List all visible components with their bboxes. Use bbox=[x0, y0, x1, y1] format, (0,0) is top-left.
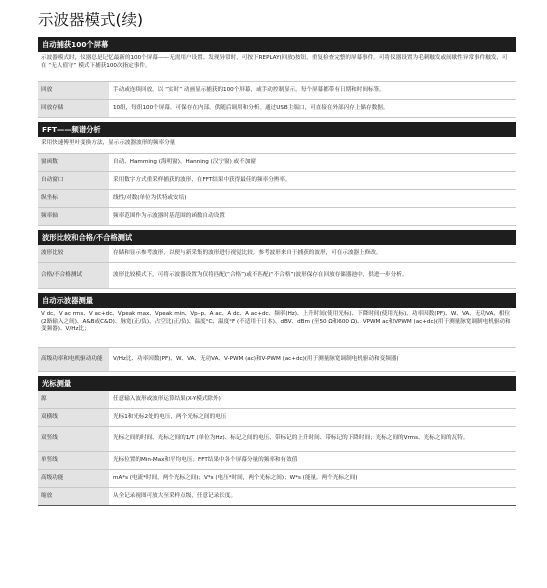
section-fft bbox=[38, 122, 516, 226]
row-value: 光标位置的Min-Max和平均电压；FFT结果中各个屏幕分量的频率和有效值 bbox=[109, 452, 516, 469]
table-row bbox=[38, 452, 516, 470]
row-label: 频率轴 bbox=[38, 208, 109, 225]
section-paragraph: 示波器模式时，仪器总是记忆最新的100个屏幕——无需用户设置。发现异常时，可按下REPLAY(回放)按钮，重复检查完整的屏幕事件。可将仪器设置为毛刺触发或间歇性异常事件触发，可在 “无人值守” 模式下捕获100次指定事件。 bbox=[38, 52, 516, 82]
row-value: 存储和显示参考波形，以便与新采集的波形进行视觉比较。参考波形来自于捕获的波形，可在示波器上修改。 bbox=[109, 245, 516, 262]
row-label: 高级功能 bbox=[38, 470, 109, 487]
row-label: 源 bbox=[38, 391, 109, 408]
table-row bbox=[38, 208, 516, 226]
table-row bbox=[38, 427, 516, 452]
spec-page bbox=[38, 0, 516, 506]
row-label: 缩放 bbox=[38, 488, 109, 505]
section-auto-measurements bbox=[38, 293, 516, 372]
table-row bbox=[38, 172, 516, 190]
page-title: 示波器模式(续) bbox=[38, 11, 144, 29]
row-label: 回放存储 bbox=[38, 100, 109, 117]
row-value: mA*s (电流*时间，两个光标之间)；V*s (电压*时间，两个光标之间)；W*s (能量，两个光标之间) bbox=[109, 470, 516, 487]
section-heading: 自动捕获100个屏幕 bbox=[38, 37, 516, 52]
row-value: 光标之间的时间、光标之间的1/T (单位为Hz)、标记之间的电压、带标记的上升时间、带标记的下降时间；光标之间的Vrms、光标之间的瓦特。 bbox=[109, 427, 516, 451]
row-value: 从全记录视图可放大至采样点级，任意记录长度。 bbox=[109, 488, 516, 505]
section-paragraph: 采用快速傅里叶变换方法，显示示波器波形的频率分量 bbox=[38, 137, 516, 154]
row-label: 单竖线 bbox=[38, 452, 109, 469]
row-value: 10组，每组100个屏幕，可保存在内部，供随后调用和分析。通过USB主端口，可直接在外部闪存上储存数据。 bbox=[109, 100, 516, 117]
row-label: 纵坐标 bbox=[38, 190, 109, 207]
row-value: 自动、Hamming (海明窗)、Hanning (汉宁窗) 或不加窗 bbox=[109, 154, 516, 171]
section-heading: 自动示波器测量 bbox=[38, 293, 516, 308]
table-row bbox=[38, 391, 516, 409]
table-row bbox=[38, 409, 516, 427]
row-label: 双竖线 bbox=[38, 427, 109, 451]
row-label: 自动窗口 bbox=[38, 172, 109, 189]
section-auto-capture bbox=[38, 37, 516, 118]
row-value: 光标1和光标2处的电压，两个光标之间的电压 bbox=[109, 409, 516, 426]
table-row bbox=[38, 263, 516, 289]
section-heading: FFT——频谱分析 bbox=[38, 122, 516, 137]
row-label: 窗函数 bbox=[38, 154, 109, 171]
row-value: 波形比较模式下，可将示波器设置为仅将匹配(“合格”)或不匹配(“不合格”)波形保存在回放存储器池中，供进一步分析。 bbox=[109, 263, 516, 288]
row-value: 线性/对数(单位为伏特或安培) bbox=[109, 190, 516, 207]
section-heading: 波形比较和合格/不合格测试 bbox=[38, 230, 516, 245]
row-label: 波形比较 bbox=[38, 245, 109, 262]
row-value: 采用数字方式重采样捕获的波形，在FFT结果中获得最佳的频率分辨率。 bbox=[109, 172, 516, 189]
section-paragraph: V dc、V ac rms、V ac+dc、Vpeak max、Vpeak min、Vp–p、A ac、A dc、A ac+dc、频率(Hz)、上升时间(使用光标)、下降时间(使用光标)、功率因数(PF)、W、VA、无功VA、相位(2路输入之间)、A&B或C&D)、脉宽(正/负)、占空比(正/负)、温度°C、温度°F (不适用于日本)、dBV、dBm (至50 Ω和600 Ω)、VPWM ac和VPWM (ac+dc)(用于测量脉宽调制电机驱动和变频器)、V/Hz比； bbox=[38, 308, 516, 348]
row-label: 高级功率和电机驱动功能 bbox=[38, 348, 109, 371]
table-row bbox=[38, 154, 516, 172]
table-row bbox=[38, 100, 516, 118]
section-heading: 光标测量 bbox=[38, 376, 516, 391]
table-row bbox=[38, 348, 516, 372]
table-row bbox=[38, 245, 516, 263]
table-row bbox=[38, 190, 516, 208]
row-label: 合格/不合格测试 bbox=[38, 263, 109, 288]
section-cursor-measurements bbox=[38, 376, 516, 506]
table-row bbox=[38, 82, 516, 100]
row-value: 手动或连续回放。以 “实时” 动画显示捕获的100个屏幕，或手动控制显示。每个屏幕都带有日期和时间标签。 bbox=[109, 82, 516, 99]
row-value: 频率范围作为示波器时基范围的函数自动设置 bbox=[109, 208, 516, 225]
row-label: 回放 bbox=[38, 82, 109, 99]
table-row bbox=[38, 488, 516, 506]
row-label: 双横线 bbox=[38, 409, 109, 426]
row-value: 任意输入波形或波形运算结果(X-Y模式除外) bbox=[109, 391, 516, 408]
row-value: V/Hz比、功率因数(PF)、W、VA、无功VA、V-PWM (ac)和V-PWM (ac+dc)(用于测量脉宽调制电机驱动和变频器) bbox=[109, 348, 516, 371]
section-waveform-compare bbox=[38, 230, 516, 289]
table-row bbox=[38, 470, 516, 488]
